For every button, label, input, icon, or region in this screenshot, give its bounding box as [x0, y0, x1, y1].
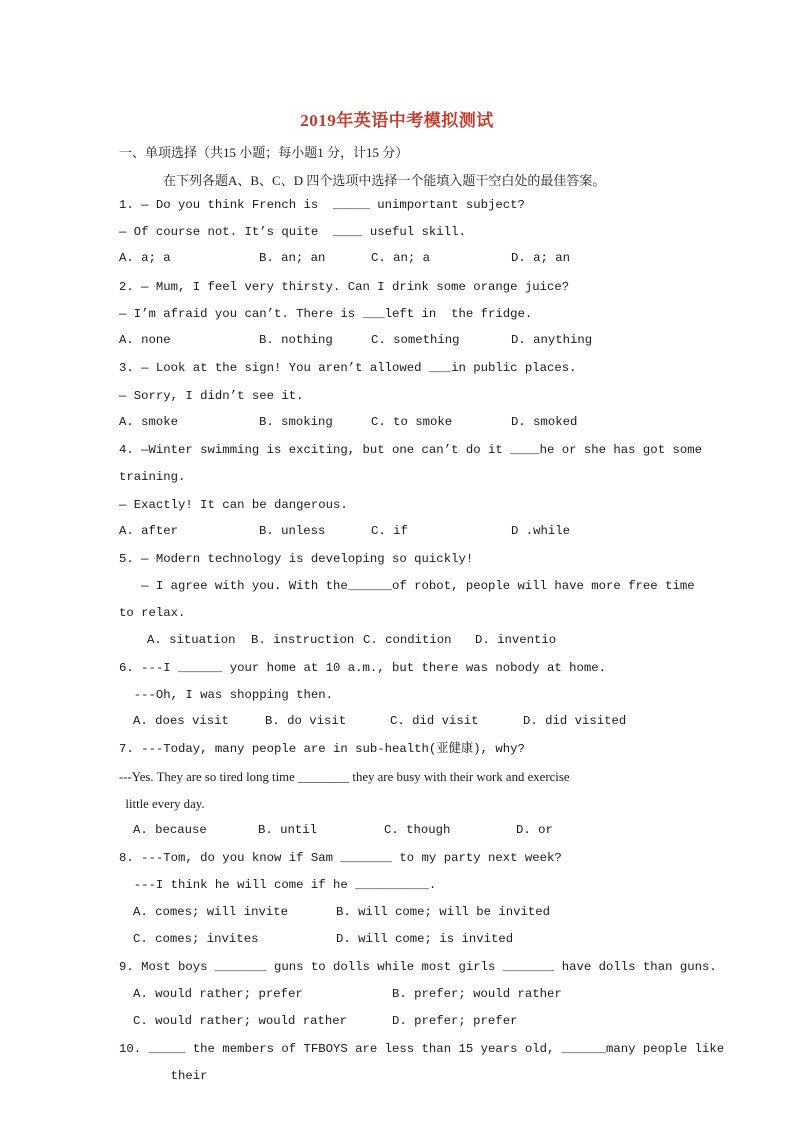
question-line: little every day.: [119, 797, 205, 811]
section-heading: 一、单项选择（共15 小题；每小题1 分，计15 分）: [119, 145, 409, 160]
option-b: B. prefer; would rather: [392, 987, 562, 1001]
option-b: B. unless: [259, 524, 326, 538]
question-line: 9. Most boys _______ guns to dolls while most girls _______ have dolls than guns.: [119, 960, 717, 974]
option-b: B. instruction: [251, 633, 355, 647]
option-c: C. though: [384, 823, 451, 837]
option-c: C. if: [371, 524, 408, 538]
option-a: A. would rather; prefer: [133, 987, 303, 1001]
option-b: B. nothing: [259, 333, 333, 347]
option-a: A. comes; will invite: [133, 905, 288, 919]
option-d: D. prefer; prefer: [392, 1014, 518, 1028]
option-a: A. because: [133, 823, 207, 837]
option-d: D. did visited: [523, 714, 627, 728]
question-line: 7. ---Today, many people are in sub-health(亚健康), why?: [119, 742, 525, 756]
question-line: ---Yes. They are so tired long time ________ they are busy with their work and exercise: [119, 770, 570, 784]
option-c: C. to smoke: [371, 415, 453, 429]
option-d: D. anything: [511, 333, 593, 347]
option-a: A. a; a: [119, 251, 171, 265]
option-c: C. an; a: [371, 251, 431, 265]
option-c: C. comes; invites: [133, 932, 259, 946]
question-line: 3. — Look at the sign! You aren’t allowed ___in public places.: [119, 361, 577, 375]
question-line: 2. — Mum, I feel very thirsty. Can I drink some orange juice?: [119, 280, 570, 294]
option-d: D .while: [511, 524, 571, 538]
question-line: — Sorry, I didn’t see it.: [119, 389, 304, 403]
question-line: 5. — Modern technology is developing so quickly!: [119, 552, 474, 566]
option-d: D. inventio: [475, 633, 557, 647]
question-line: 8. ---Tom, do you know if Sam _______ to my party next week?: [119, 851, 562, 865]
question-line: their: [119, 1069, 208, 1083]
question-line: — I’m afraid you can’t. There is ___left in the fridge.: [119, 307, 533, 321]
option-a: A. does visit: [133, 714, 229, 728]
option-b: B. until: [258, 823, 318, 837]
option-b: B. smoking: [259, 415, 333, 429]
option-a: A. situation: [147, 633, 236, 647]
option-b: B. an; an: [259, 251, 326, 265]
question-line: 6. ---I ______ your home at 10 a.m., but there was nobody at home.: [119, 661, 607, 675]
question-line: — I agree with you. With the______of robot, people will have more free time: [119, 579, 695, 593]
option-d: D. smoked: [511, 415, 578, 429]
question-line: 10. _____ the members of TFBOYS are less than 15 years old, ______many people like: [119, 1042, 725, 1056]
option-c: C. did visit: [390, 714, 479, 728]
option-c: C. something: [371, 333, 460, 347]
option-d: D. will come; is invited: [336, 932, 514, 946]
option-c: C. condition: [363, 633, 452, 647]
instruction-text: 在下列各题A、B、C、D 四个选项中选择一个能填入题干空白处的最佳答案。: [163, 173, 606, 188]
option-d: D. or: [516, 823, 553, 837]
question-line: — Of course not. It’s quite ____ useful skill.: [119, 225, 466, 239]
option-c: C. would rather; would rather: [133, 1014, 348, 1028]
question-line: ---I think he will come if he __________.: [119, 878, 437, 892]
option-d: D. a; an: [511, 251, 571, 265]
option-a: A. smoke: [119, 415, 179, 429]
question-line: 4. —Winter swimming is exciting, but one can’t do it ____he or she has got some: [119, 443, 702, 457]
page-title: 2019年英语中考模拟测试: [300, 111, 494, 130]
question-line: training.: [119, 470, 186, 484]
option-b: B. do visit: [265, 714, 347, 728]
question-line: 1. — Do you think French is _____ unimportant subject?: [119, 198, 525, 212]
option-a: A. none: [119, 333, 171, 347]
question-line: to relax.: [119, 606, 186, 620]
question-line: ---Oh, I was shopping then.: [119, 688, 334, 702]
option-b: B. will come; will be invited: [336, 905, 551, 919]
option-a: A. after: [119, 524, 179, 538]
question-line: — Exactly! It can be dangerous.: [119, 498, 348, 512]
